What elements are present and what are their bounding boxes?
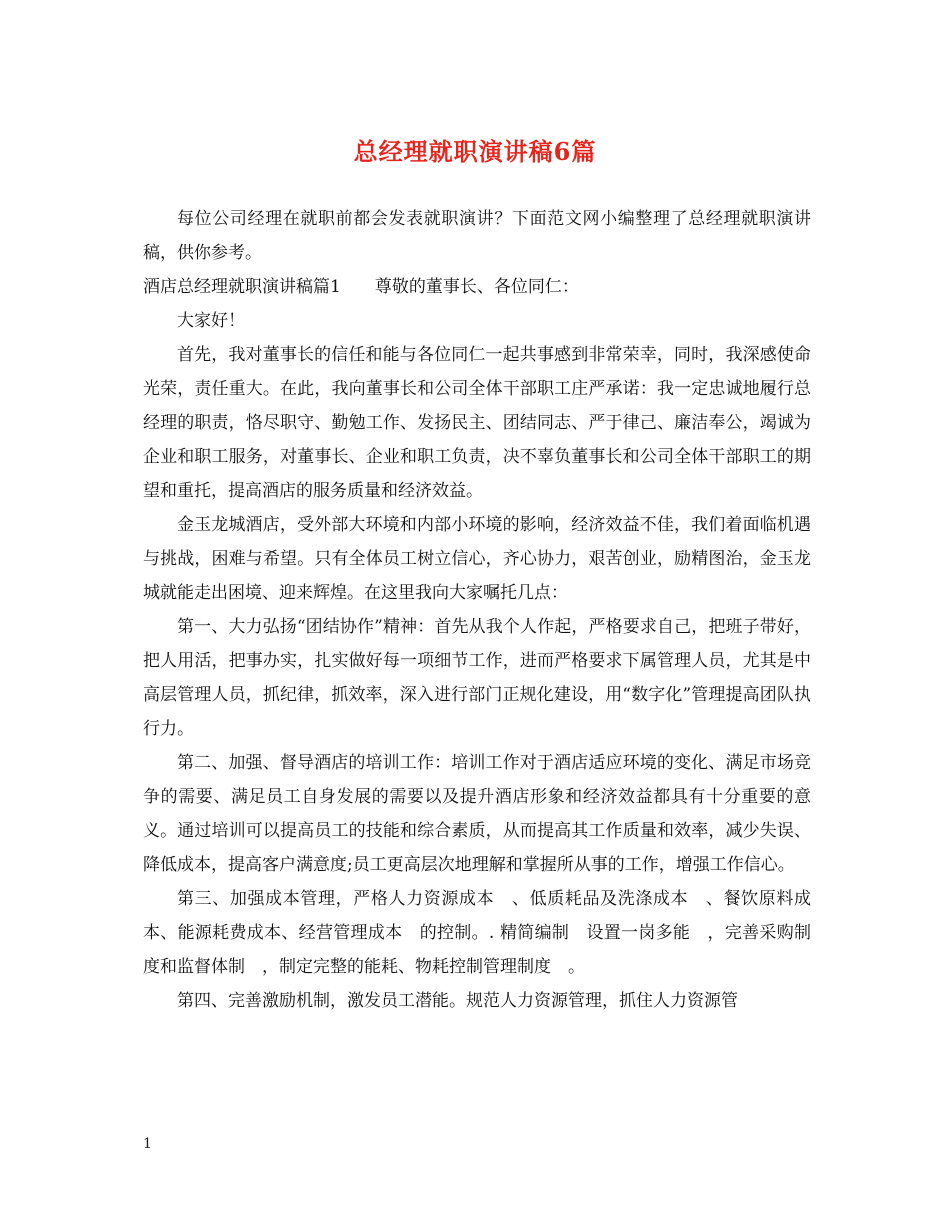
page-number: 1 <box>143 1136 152 1152</box>
body-paragraph: 第四、完善激励机制，激发员工潜能。规范人力资源管理，抓住人力资源管 <box>177 991 738 1011</box>
greeting-paragraph: 大家好！ <box>177 311 245 331</box>
body-paragraph: 金玉龙城酒店，受外部大环境和内部小环境的影响，经济效益不佳，我们着面临机遇与挑战，困难与希望。只有全体员工树立信心，齐心协力，艰苦创业，励精图治，金玉龙城就能走出困境、迎来辉煌。在这里我向大家嘱托几点： <box>143 515 811 603</box>
body-paragraph: 第三、加强成本管理，严格人力资源成本 、低质耗品及洗涤成本 、餐饮原料成本、能源耗费成本、经营管理成本 的控制。. 精简编制 设置一岗多能 ，完善采购制度和监督体制 ，制定完整的能耗、物耗控制管理制度 。 <box>143 889 811 977</box>
body-paragraph: 第二、加强、督导酒店的培训工作：培训工作对于酒店适应环境的变化、满足市场竞争的需要、满足员工自身发展的需要以及提升酒店形象和经济效益都具有十分重要的意义。通过培训可以提高员工的技能和综合素质，从而提高其工作质量和效率，减少失误、降低成本，提高客户满意度;员工更高层次地理解和掌握所从事的工作，增强工作信心。 <box>143 753 811 875</box>
speech-heading-line: 酒店总经理就职演讲稿篇1 尊敬的董事长、各位同仁： <box>143 277 579 297</box>
body-paragraph: 首先，我对董事长的信任和能与各位同仁一起共事感到非常荣幸，同时，我深感使命光荣，责任重大。在此，我向董事长和公司全体干部职工庄严承诺：我一定忠诚地履行总经理的职责，恪尽职守、勤勉工作、发扬民主、团结同志、严于律己、廉洁奉公，竭诚为企业和职工服务，对董事长、企业和职工负责，决不辜负董事长和公司全体干部职工的期望和重托，提高酒店的服务质量和经济效益。 <box>143 345 811 501</box>
intro-paragraph: 每位公司经理在就职前都会发表就职演讲？下面范文网小编整理了总经理就职演讲稿，供你参考。 <box>143 209 811 263</box>
body-paragraph: 第一、大力弘扬“团结协作”精神：首先从我个人作起，严格要求自己，把班子带好，把人用活，把事办实，扎实做好每一项细节工作，进而严格要求下属管理人员，尤其是中高层管理人员，抓纪律，抓效率，深入进行部门正规化建设，用“数字化”管理提高团队执行力。 <box>143 617 811 739</box>
document-title: 总经理就职演讲稿6篇 <box>353 137 597 166</box>
document-body <box>143 202 811 1018</box>
